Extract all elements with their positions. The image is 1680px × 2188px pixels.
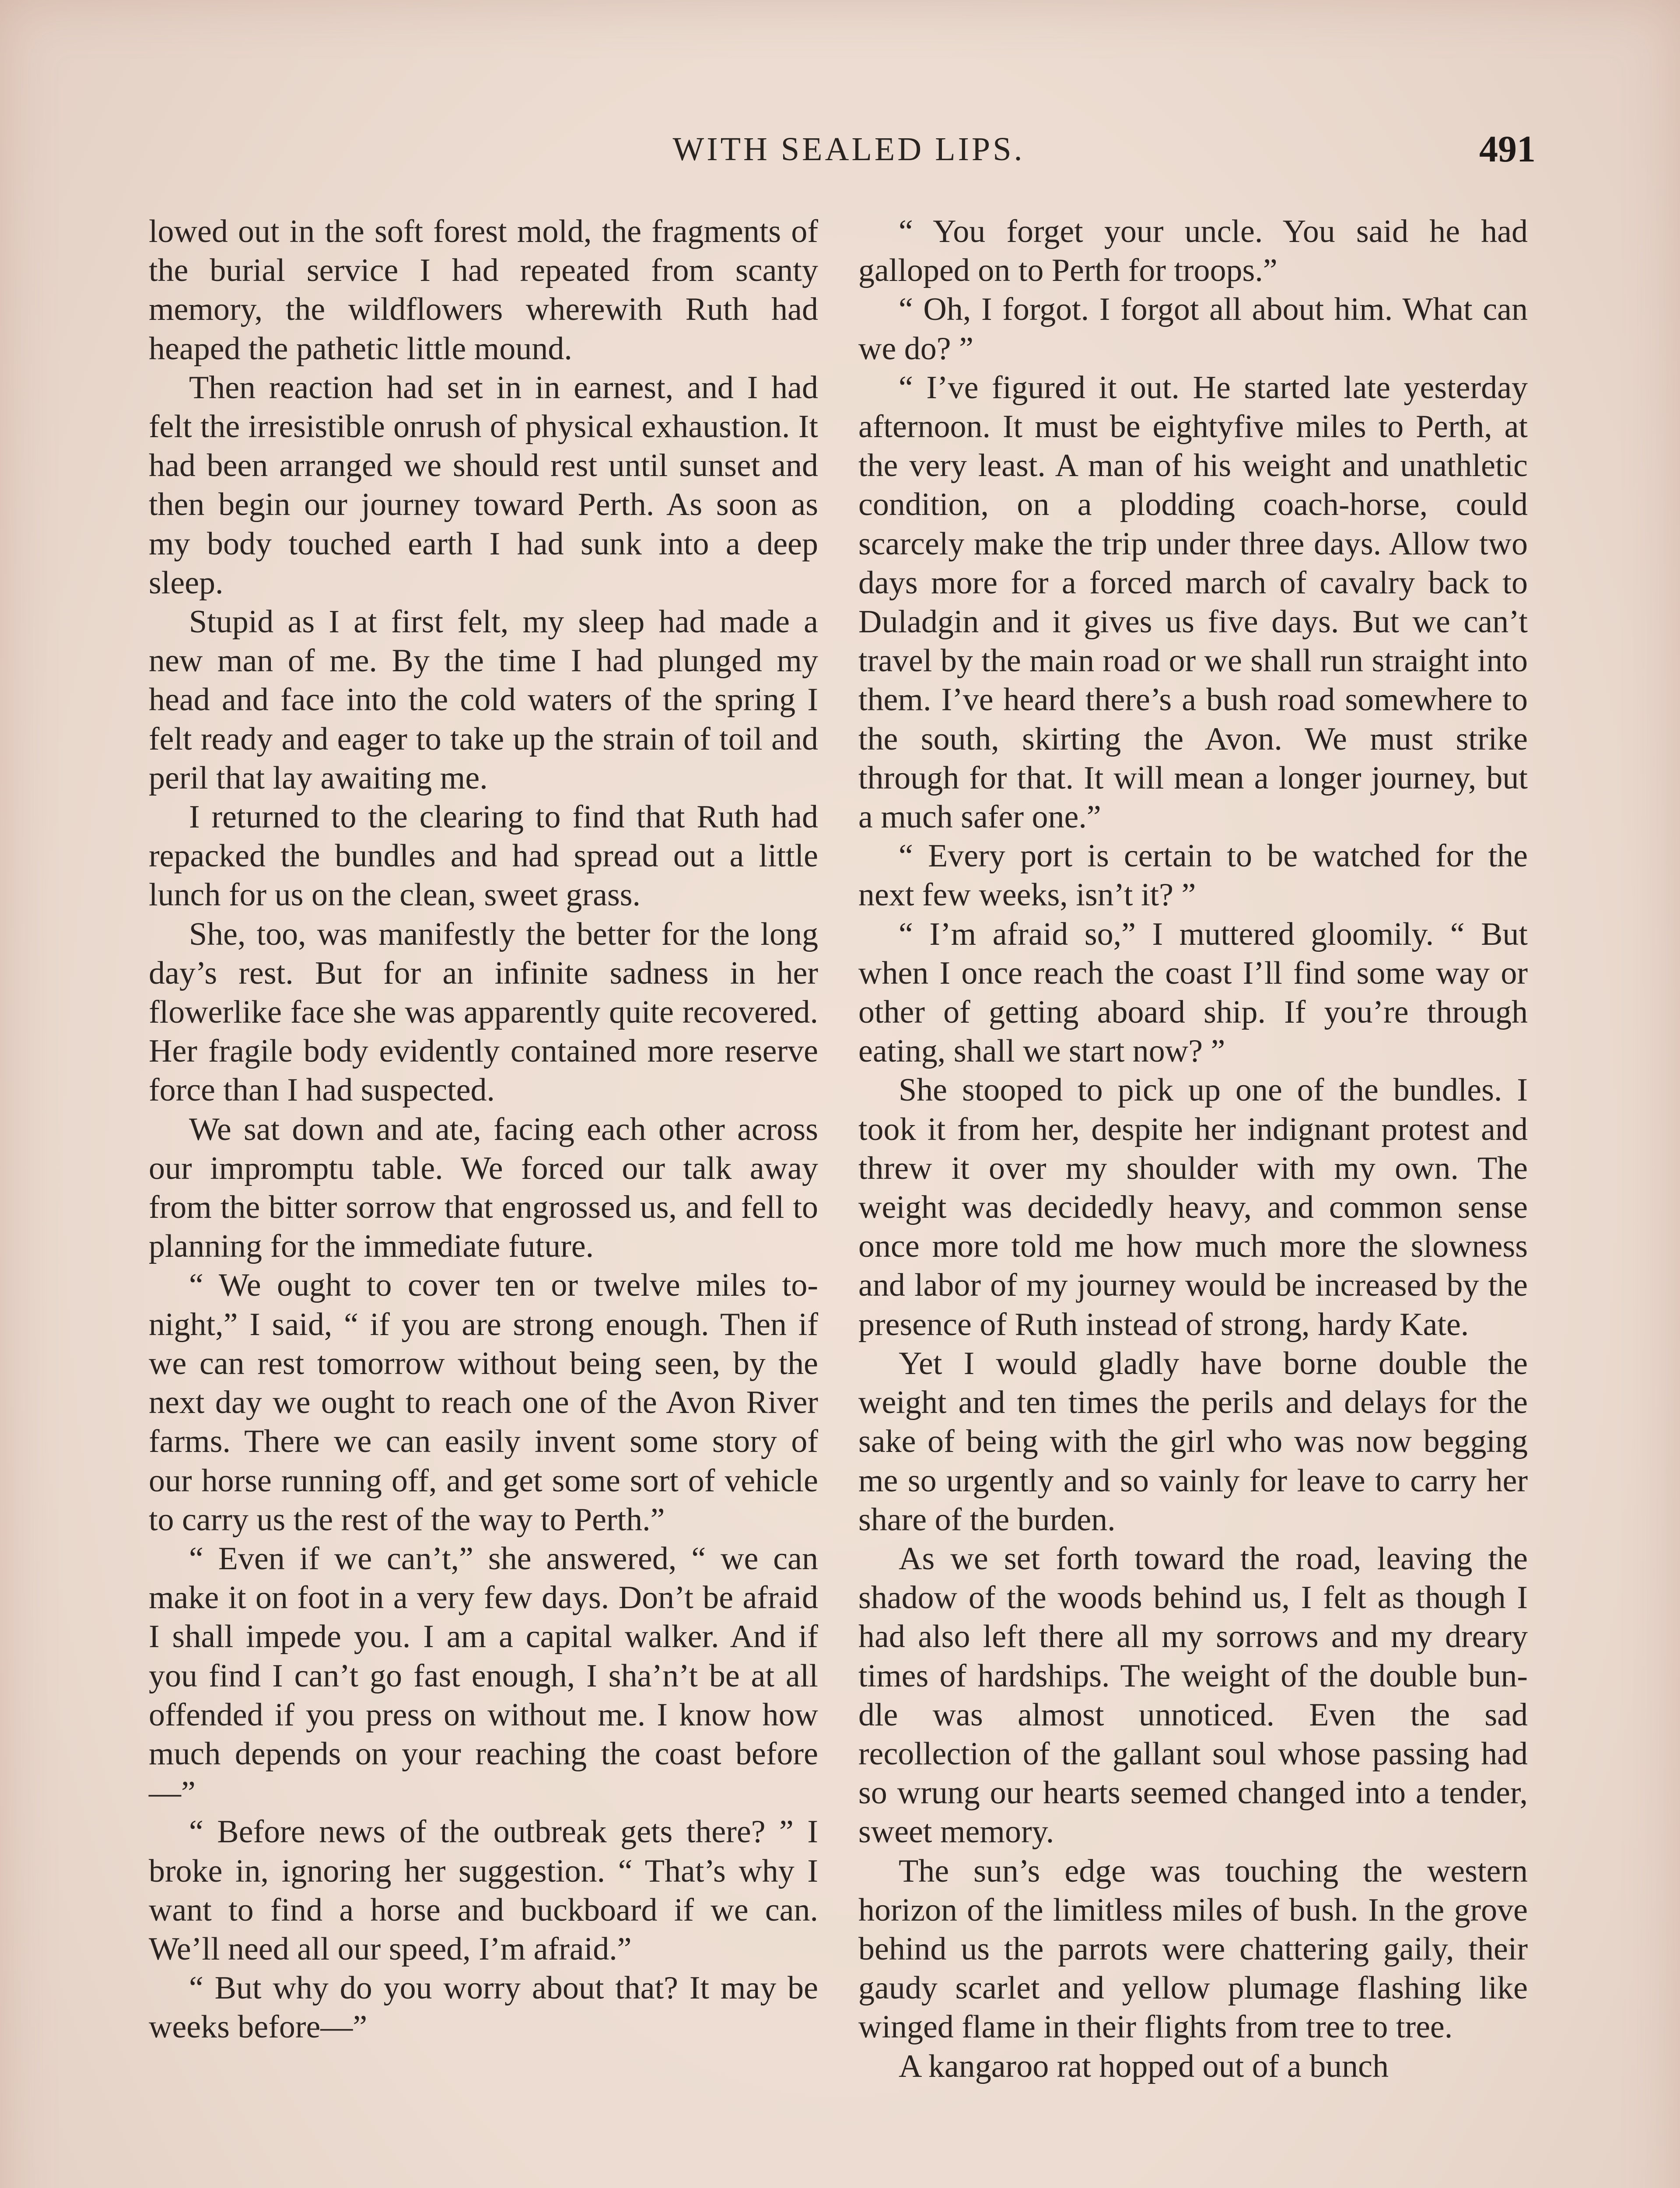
paragraph: As we set forth toward the road, leaving the shadow of the woods behind us, I felt as though I had also left there all my sorrows and my dreary times of hardships. The weight of the double bundle was almost unnoticed. Even the sad recollection of the gallant soul whose passing had so wrung our hearts seemed changed into a tender, sweet memory. [858, 1540, 1528, 1850]
paragraph: “ I’ve figured it out. He started late yesterday afternoon. It must be eightyfive miles to Perth, at the very least. A man of his weight and unathletic condition, on a plodding coach-horse, could scarcely make the trip under three days. Allow two days more for a forced march of cavalry back to Duladgin and it gives us five days. But we can’t travel by the main road or we shall run straight into them. I’ve heard there’s a bush road somewhere to the south, skirting the Avon. We must strike through for that. It will mean a longer journey, but a much safer one.” [858, 369, 1528, 835]
paragraph: She, too, was manifestly the better for the long day’s rest. But for an infinite sadness in her flowerlike face she was apparently quite recovered. Her fragile body evidently contained more reserve force than I had suspected. [149, 916, 818, 1108]
paragraph: The sun’s edge was touching the western horizon of the limitless miles of bush. In the grove behind us the parrots were chattering gaily, their gaudy scarlet and yellow plumage flashing like winged flame in their flights from tree to tree. [858, 1853, 1528, 2045]
paragraph: A kangaroo rat hopped out of a bunch [899, 2048, 1389, 2084]
text-column-left [149, 212, 818, 2047]
paragraph: “ Before news of the outbreak gets there? ” I broke in, ignoring her suggestion. “ That’s why I want to find a horse and buckboard if we can. We’ll need all our speed, I’m afraid.” [149, 1814, 818, 1967]
paragraph: “ Oh, I forgot. I forgot all about him. What can we do? ” [858, 291, 1528, 367]
running-title: WITH SEALED LIPS. [672, 131, 1025, 168]
paragraph: “ We ought to cover ten or twelve miles to-night,” I said, “ if you are strong enough. Then if we can rest tomorrow without being seen, by the next day we ought to reach one of the Avon River farms. There we can easily invent some story of our horse running off, and get some sort of vehicle to carry us the rest of the way to Perth.” [149, 1267, 818, 1538]
paragraph: “ Every port is certain to be watched for the next few weeks, isn’t it? ” [858, 838, 1528, 913]
page-number: 491 [1479, 128, 1536, 170]
paragraph: Stupid as I at first felt, my sleep had made a new man of me. By the time I had plunged my head and face into the cold waters of the spring I felt ready and eager to take up the strain of toil and peril that lay awaiting me. [149, 604, 818, 796]
paragraph: lowed out in the soft forest mold, the fragments of the burial service I had repeated from scanty memory, the wildflowers wherewith Ruth had heaped the pathetic little mound. [149, 214, 818, 367]
paragraph: “ But why do you worry about that? It may be weeks before—” [149, 1970, 818, 2045]
paragraph: Yet I would gladly have borne double the weight and ten times the perils and delays for the sake of being with the girl who was now begging me so urgently and so vainly for leave to carry her share of the burden. [858, 1345, 1528, 1538]
text-column-right [858, 212, 1528, 2086]
paragraph: We sat down and ate, facing each other across our impromptu table. We forced our talk away from the bitter sorrow that engrossed us, and fell to planning for the immediate future. [149, 1111, 818, 1265]
paragraph: I returned to the clearing to find that Ruth had repacked the bundles and had spread out a little lunch for us on the clean, sweet grass. [149, 799, 818, 913]
paragraph: “ You forget your uncle. You said he had galloped on to Perth for troops.” [858, 214, 1528, 289]
paragraph: “ Even if we can’t,” she answered, “ we can make it on foot in a very few days. Don’t be afraid I shall impede you. I am a capital walker. And if you find I can’t go fast enough, I sha’n’t be at all offended if you press on without me. I know how much depends on your reaching the coast before—” [149, 1540, 818, 1811]
paragraph: “ I’m afraid so,” I muttered gloomily. “ But when I once reach the coast I’ll find some way or other of getting aboard ship. If you’re through eating, shall we start now? ” [858, 916, 1528, 1069]
paragraph: Then reaction had set in in earnest, and I had felt the irresistible onrush of physical exhaustion. It had been arranged we should rest until sunset and then begin our journey toward Perth. As soon as my body touched earth I had sunk into a deep sleep. [149, 369, 818, 601]
paragraph: She stooped to pick up one of the bundles. I took it from her, despite her indignant protest and threw it over my shoulder with my own. The weight was decidedly heavy, and common sense once more told me how much more the slowness and labor of my journey would be increased by the presence of Ruth instead of strong, hardy Kate. [858, 1072, 1528, 1343]
